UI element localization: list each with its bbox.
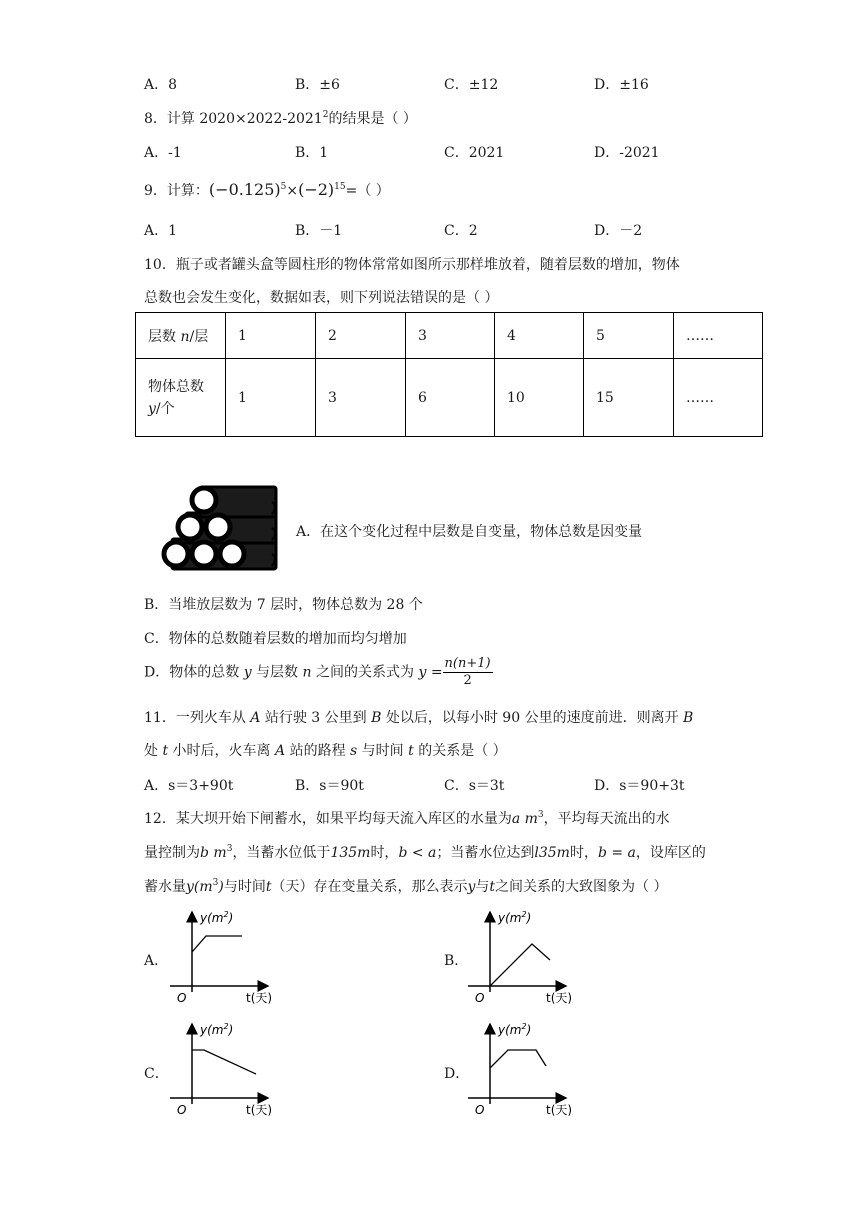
q12-graph-b [466,908,578,1006]
q7-option-c: C．±12 [444,77,499,93]
q9-option-b: B．－1 [295,223,343,239]
y-axis-label: $y(m^2)$ [498,910,532,925]
q9-option-c: C．2 [444,223,478,239]
table-cell: 10 [495,359,584,437]
q10-stem-line1: 10．瓶子或者罐头盒等圆柱形的物体常常如图所示那样堆放着，随着层数的增加，物体 [144,257,680,273]
q7-option-b: B．±6 [295,77,340,93]
q12-option-c-label: C． [144,1066,169,1082]
table-cell: 15 [584,359,674,437]
y-axis-label: $y(m^2)$ [200,910,234,925]
graph-line [490,944,550,986]
x-axis-label: t(天) [246,1103,273,1117]
q12-graph-a [168,908,280,1006]
y-axis-label: $y(m^2)$ [498,1022,532,1037]
q10-option-d: D．物体的总数 y 与层数 n 之间的关系式为 y = $\frac{n(n+1)}{2}$ [144,656,491,688]
q11-option-d: D．s＝90+3t [594,778,685,794]
q10-option-c: C．物体的总数随着层数的增加而均匀增加 [144,631,407,647]
q11-stem-line2: 处 t 小时后，火车离 A 站的路程 s 与时间 t 的关系是（ ） [144,743,507,759]
origin-label: O [475,1103,485,1117]
table-cell: 3 [406,313,495,359]
graph-line [192,936,242,952]
table-row-label: 物体总数 y/个 [136,359,226,437]
graph-line [490,1050,546,1068]
q11-option-b: B．s＝90t [295,778,364,794]
q11-stem-line1: 11．一列火车从 A 站行驶 3 公里到 B 处以后，以每小时 90 公里的速度前进．则离开 B [144,710,694,726]
q8-stem: 8．计算 $2020\times 2022-2021^2$的结果是（ ） [144,110,417,127]
q8-option-b: B．1 [295,145,329,161]
origin-label: O [475,991,485,1005]
q11-option-a: A．s＝3+90t [144,778,234,794]
q8-option-d: D．-2021 [594,145,660,161]
q12-graph-d [466,1020,578,1118]
q8-option-c: C．2021 [444,145,505,161]
q10-option-b: B．当堆放层数为 7 层时，物体总数为 28 个 [144,597,423,613]
x-axis-label: t(天) [246,991,273,1005]
x-axis-label: t(天) [546,1103,573,1117]
q9-option-a: A．1 [144,223,178,239]
q9-stem: 9．计算：$(-0.125)^5\times(-2)^{15}=$（ ） [144,180,390,199]
q8-option-a: A．-1 [144,145,182,161]
q12-stem-line2: 量控制为b $m^3$，当蓄水位低于135m时，b < a；当蓄水位达到l35m时，b = a，设库区的 [144,844,706,861]
stacked-cylinders-figure [154,482,286,574]
table-cell: 1 [226,313,316,359]
q7-option-d: D．±16 [594,77,649,93]
table-row-label: 层数 n/层 [136,313,226,359]
q10-stem-line2: 总数也会发生变化，数据如表，则下列说法错误的是（ ） [144,290,499,306]
q12-option-b-label: B． [444,953,469,969]
q9-option-d: D．－2 [594,223,643,239]
table-cell: 2 [316,313,406,359]
origin-label: O [177,991,187,1005]
table-cell: 1 [226,359,316,437]
q10-data-table [135,312,763,437]
y-axis-label: $y(m^2)$ [200,1022,234,1037]
q12-option-a-label: A． [144,953,169,969]
graph-line [192,1050,256,1074]
table-cell: 4 [495,313,584,359]
table-cell: 5 [584,313,674,359]
q10-option-a: A．在这个变化过程中层数是自变量，物体总数是因变量 [296,524,643,540]
formula-fraction: $\frac{n(n+1)}{2}$ [444,656,491,688]
table-cell: …… [674,313,763,359]
table-cell: …… [674,359,763,437]
q12-stem-line1: 12．某大坝开始下闸蓄水，如果平均每天流入库区的水量为a $m^3$，平均每天流出的水 [144,810,670,827]
q12-graph-c [168,1020,280,1118]
q12-option-d-label: D． [444,1066,470,1082]
x-axis-label: t(天) [546,991,573,1005]
q7-option-a: A．8 [144,77,178,93]
table-cell: 6 [406,359,495,437]
table-cell: 3 [316,359,406,437]
origin-label: O [177,1103,187,1117]
q12-stem-line3: 蓄水量$y(m^3)$与时间t（天）存在变量关系，那么表示y与t之间关系的大致图象为（ ） [144,878,668,895]
q11-option-c: C．s＝3t [444,778,505,794]
